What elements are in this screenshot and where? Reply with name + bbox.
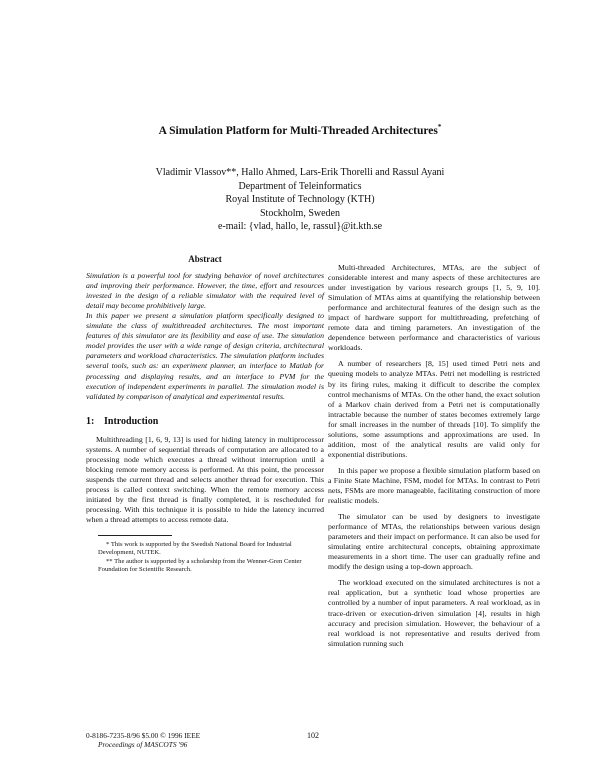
section-title: Introduction [104, 415, 159, 427]
author-email: e-mail: {vlad, hallo, le, rassul}@it.kth.se [217, 221, 383, 233]
title-footnote-marker: * [437, 123, 442, 131]
author-department: Department of Teleinformatics [238, 180, 362, 192]
page-number: 102 [307, 731, 319, 740]
author-block [0, 166, 600, 234]
left-column [86, 250, 324, 574]
paper-title [0, 123, 600, 137]
body-paragraph: In this paper we propose a flexible simulation platform based on a Finite State Machine, FSM, model for MTAs. In contrast to Petri nets, FSMs are more manageable, facilitating construction of more realistic models. [328, 465, 540, 506]
abstract-heading: Abstract [188, 254, 222, 264]
abstract-paragraph: Simulation is a powerful tool for studying behavior of novel architectures and improving their performance. However, the time, effort and resources invested in the design of a reliable simulator with the required level of detail may become prohibitively large. [86, 271, 324, 311]
right-column [328, 250, 540, 655]
footnote-rule [98, 535, 172, 536]
section-heading [86, 417, 324, 427]
body-paragraph: Multi-threaded Architectures, MTAs, are the subject of considerable interest and many aspects of these architectures are under investigation by various research groups [1, 5, 9, 10]. Simulation of MTAs aims at quantifying the relationship between performance and architectural features of the design such as the impact of hardware support for multithreading, prefetching of remote data and timing parameters. An investigation of the dependence between performance and characteristics of various workloads. [328, 263, 540, 353]
author-institution: Royal Institute of Technology (KTH) [225, 194, 375, 206]
page-footer [86, 731, 200, 750]
footnote: * This work is supported by the Swedish National Board for Industrial Development, NUTEK. [98, 541, 292, 557]
isbn-line: 0-8186-7235-8/96 $5.00 © 1996 IEEE [86, 731, 201, 740]
author-names: Vladimir Vlassov**, Hallo Ahmed, Lars-Erik Thorelli and Rassul Ayani [155, 167, 445, 178]
abstract-paragraph: In this paper we present a simulation platform specifically designed to simulate the class of multithreaded architectures. The most important features of this simulator are its flexibility and ease of use. The simulation model provides the user with a wide range of design criteria, architectural parameters and workload characteristics. The simulation platform includes several tools, such as: an experiment planner, an interface to Matlab for processing and displaying results, and an interface to PVM for the execution of independent experiments in parallel. The simulation model is validated by comparison of analytical and experimental results. [86, 311, 324, 401]
footnote: ** The author is supported by a scholarship from the Wenner-Gren Center Foundation for Scientific Research. [98, 557, 302, 574]
title-text: A Simulation Platform for Multi-Threaded Architectures [158, 124, 438, 137]
body-paragraph: A number of researchers [8, 15] used timed Petri nets and queuing models to analyze MTAs. Petri net modelling is restricted by its firing rules, making it difficult to describe the complex control mechanisms of MTAs. On the other hand, the exact solution of a Markov chain derived from a Petri net is computationally intractable because the number of states becomes extremely large for small increases in the number of threads [10]. To simplify the solutions, some assumptions and approximations are used. In addition, most of the analytical results are valid only for exponential distributions. [328, 359, 540, 459]
section-number: 1: [86, 415, 95, 427]
proceedings-line: Proceedings of MASCOTS '96 [98, 740, 188, 750]
body-paragraph: The simulator can be used by designers to investigate performance of MTAs, the relationships between various design parameters and their impact on performance. It can also be used for simulating entire architectural concepts, obtaining approximate measurements in a short time. The user can gradually refine and modify the design using a top-down approach. [328, 512, 540, 572]
author-location: Stockholm, Sweden [260, 207, 340, 219]
body-paragraph: The workload executed on the simulated architectures is not a real application, but a synthetic load whose properties are controlled by a number of input parameters. A real workload, as in trace-driven or execution-driven simulation [4], results in high accuracy and precision simulation. However, the behaviour of a real workload is not representative and results derived from simulation running such [328, 578, 540, 648]
body-paragraph: Multithreading [1, 6, 9, 13] is used for hiding latency in multiprocessor systems. A number of sequential threads of computation are allocated to a processing node which executes a thread without interruption until a blocking remote memory access is performed. At this point, the processor suspends the current thread and selects another thread for execution. This process is called context switching. When the remote memory access initiated by the first thread is finally completed, it is rescheduled for processing. With this technique it is possible to hide the latency incurred when a thread attempts to access remote data. [86, 434, 324, 525]
